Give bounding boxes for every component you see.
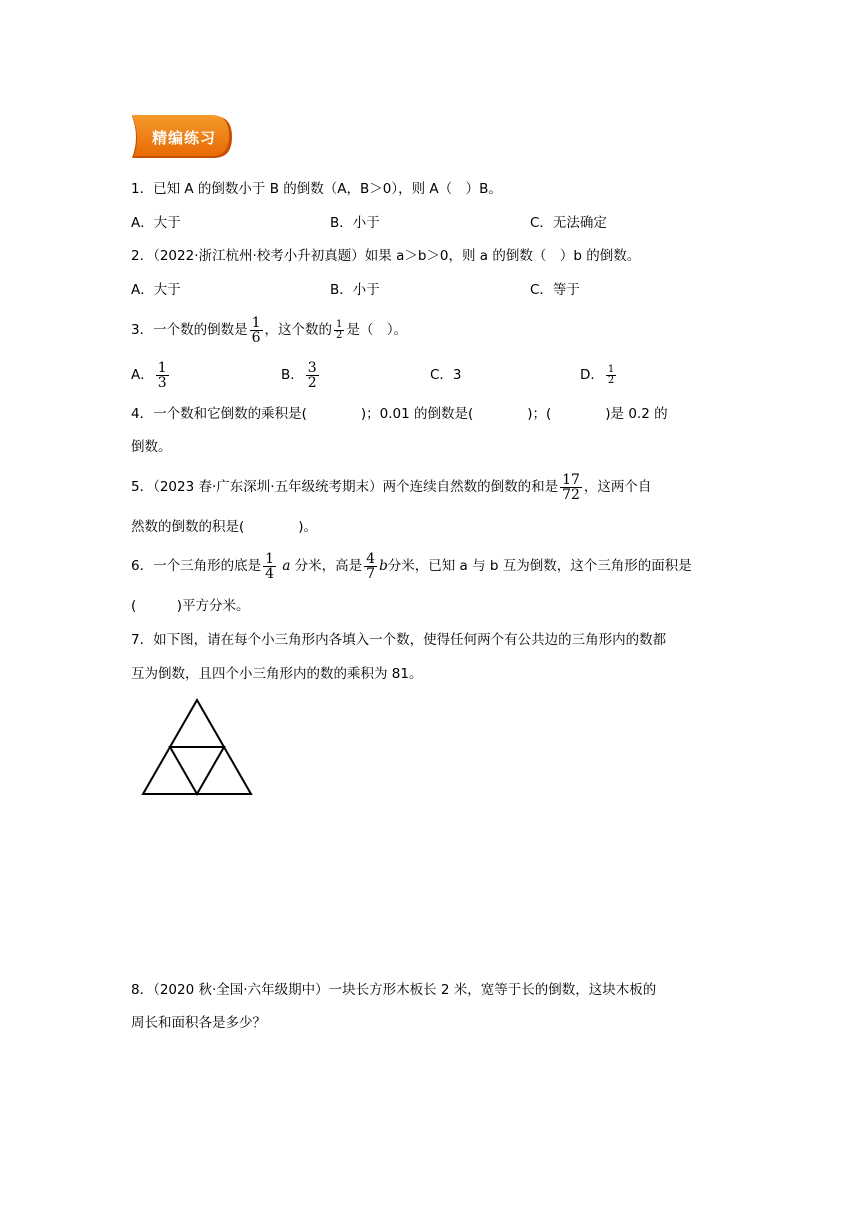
section-title: 精编练习 [152,129,217,147]
question-5-line-1: 5．（2023 春·广东深圳·五年级统考期末）两个连续自然数的倒数的和是 $\frac{17}{72}$ ，这两个自 [131,471,652,503]
question-6-line-2: ( )平方分米。 [131,598,250,614]
question-3-option-d: D． $\frac{1}{2}$ [580,363,615,386]
question-3-text-mid: ，这个数的 [264,322,333,338]
question-3-stem [131,312,407,348]
question-2-option-c: C．等于 [530,282,580,298]
question-1-option-c: C．无法确定 [530,215,607,231]
fraction: $\frac{1}{2}$ [336,318,343,341]
question-1-option-b: B．小于 [330,215,380,231]
question-5-line-2: 然数的倒数的积是( )。 [131,519,318,535]
question-7-line-2: 互为倒数，且四个小三角形内的数的乘积为 81。 [131,666,423,682]
question-3-text-post: 是（ ）。 [346,322,408,338]
question-8-line-2: 周长和面积各是多少？ [131,1015,266,1031]
question-2-option-b: B．小于 [330,282,380,298]
question-1-stem: 1．已知 A 的倒数小于 B 的倒数（A，B＞0），则 A（ ）B。 [131,181,502,197]
question-2-option-a: A．大于 [131,282,181,298]
triangle-figure [140,697,254,797]
question-8-line-1: 8．（2020 秋·全国·六年级期中）一块长方形木板长 2 米，宽等于长的倒数，这块木板的 [131,982,657,998]
question-4-line-2: 倒数。 [131,439,172,455]
question-7-line-1: 7．如下图，请在每个小三角形内各填入一个数，使得任何两个有公共边的三角形内的数都 [131,632,667,648]
fraction: $\frac{1}{2}$ [607,363,615,386]
question-3-text-pre: 3．一个数的倒数是 [131,322,248,338]
fraction: $\frac{1}{4}$ [265,550,275,582]
question-6-line-1: 6．一个三角形的底是 $\frac{1}{4}$ a 分米，高是 $\frac{4}{7}$ b分米，已知 a 与 b 互为倒数，这个三角形的面积是 [131,550,692,582]
fraction: $\frac{17}{72}$ [562,471,580,503]
question-3-option-b: B． $\frac{3}{2}$ [281,359,317,391]
question-1-option-a: A．大于 [131,215,181,231]
question-4-line-1: 4．一个数和它倒数的乘积是( )；0.01 的倒数是( )；( )是 0.2 的 [131,406,668,422]
fraction: $\frac{1}{6}$ [251,314,261,346]
question-3-option-c: C．3 [430,367,462,383]
question-3-option-a: A． $\frac{1}{3}$ [131,359,167,391]
inner-triangle [170,747,224,794]
variable-a: a [282,558,291,574]
fraction: $\frac{3}{2}$ [307,359,317,391]
question-2-stem: 2．（2022·浙江杭州·校考小升初真题）如果 a＞b＞0，则 a 的倒数（ ）b 的倒数。 [131,248,641,264]
variable-b: b [379,558,388,574]
fraction: $\frac{1}{3}$ [157,359,167,391]
fraction: $\frac{4}{7}$ [366,550,376,582]
